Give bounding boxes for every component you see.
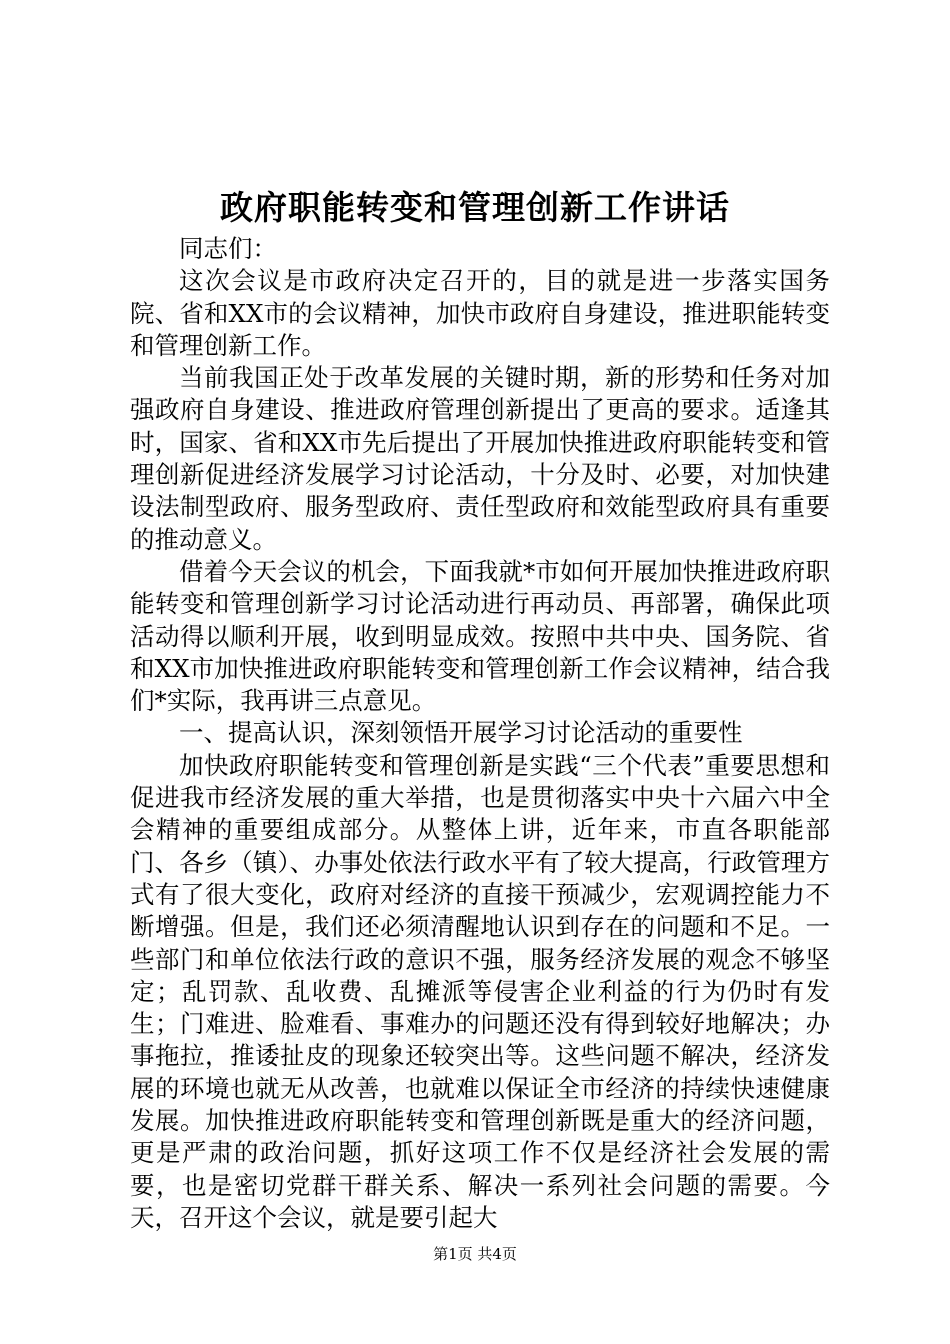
body-paragraph: 借着今天会议的机会，下面我就*市如何开展加快推进政府职能转变和管理创新学习讨论活动进行再动员、再部署，确保此项活动得以顺利开展，收到明显成效。按照中共中央、国务院、省和XX市加快推进政府职能转变和管理创新工作会议精神，结合我们*实际，我再讲三点意见。 — [130, 556, 830, 716]
salutation-paragraph: 同志们： — [179, 234, 277, 263]
body-paragraph: 当前我国正处于改革发展的关键时期，新的形势和任务对加强政府自身建设、推进政府管理创新提出了更高的要求。适逢其时，国家、省和XX市先后提出了开展加快推进政府职能转变和管理创新促进经济发展学习讨论活动，十分及时、必要，对加快建设法制型政府、服务型政府、责任型政府和效能型政府具有重要的推动意义。 — [130, 363, 830, 554]
document-body — [130, 233, 830, 1234]
document-title: 政府职能转变和管理创新工作讲话 — [220, 188, 730, 227]
page-number-footer: 第1页 共4页 — [433, 1245, 517, 1263]
body-paragraph: 加快政府职能转变和管理创新是实践“三个代表”重要思想和促进我市经济发展的重大举措，也是贯彻落实中央十六届六中全会精神的重要组成部分。从整体上讲，近年来，市直各职能部门、各乡（镇）、办事处依法行政水平有了较大提高，行政管理方式有了很大变化，政府对经济的直接干预减少，宏观调控能力不断增强。但是，我们还必须清醒地认识到存在的问题和不足。一些部门和单位依法行政的意识不强，服务经济发展的观念不够坚定；乱罚款、乱收费、乱摊派等侵害企业利益的行为仍时有发生；门难进、脸难看、事难办的问题还没有得到较好地解决；办事拖拉，推诿扯皮的现象还较突出等。这些问题不解决，经济发展的环境也就无从改善，也就难以保证全市经济的持续快速健康发展。加快推进政府职能转变和管理创新既是重大的经济问题，更是严肃的政治问题，抓好这项工作不仅是经济社会发展的需要，也是密切党群干群关系、解决一系列社会问题的需要。今天，召开这个会议，就是要引起大 — [130, 750, 830, 1232]
body-paragraph: 这次会议是市政府决定召开的，目的就是进一步落实国务院、省和XX市的会议精神，加快市政府自身建设，推进职能转变和管理创新工作。 — [130, 266, 830, 360]
section-heading: 一、提高认识，深刻领悟开展学习讨论活动的重要性 — [179, 718, 743, 748]
